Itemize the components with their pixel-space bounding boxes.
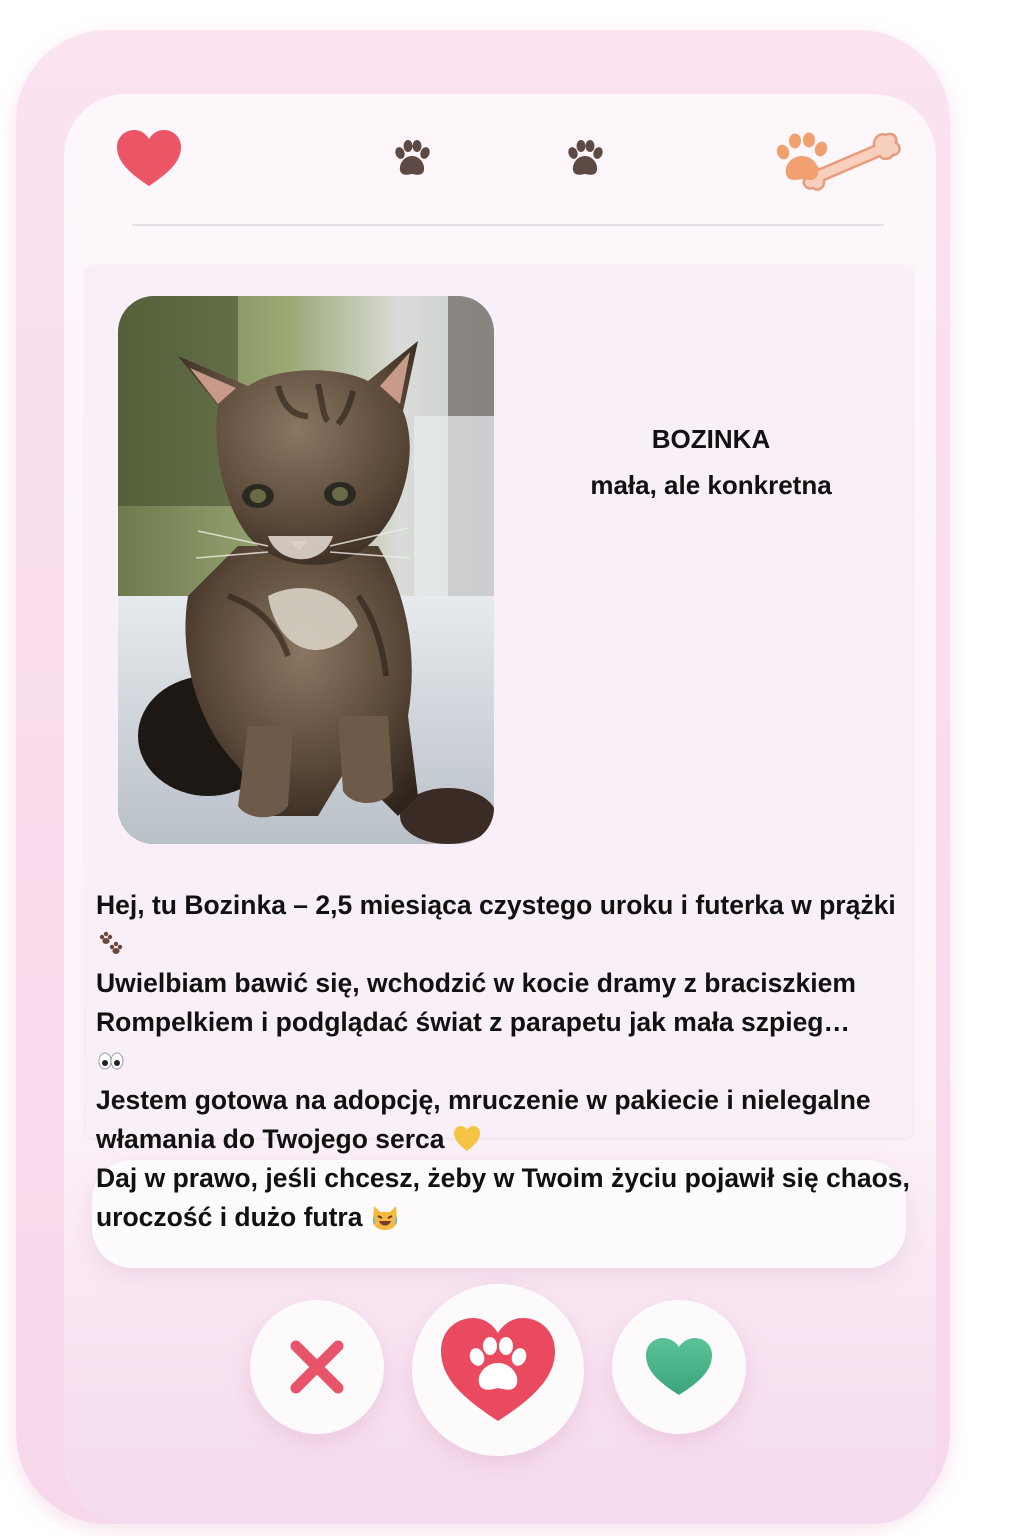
profile-name: BOZINKA bbox=[651, 424, 771, 454]
profile-tagline: mała, ale konkretna bbox=[590, 470, 832, 500]
heart-icon[interactable] bbox=[114, 128, 184, 190]
paw-icon[interactable] bbox=[392, 140, 432, 178]
bio-line: Hej, tu Bozinka – 2,5 miesiąca czystego uroku i futerka w prążki bbox=[96, 886, 926, 964]
eyes-emoji bbox=[96, 1046, 126, 1076]
bio-line: Jestem gotowa na adopcję, mruczenie w pakiecie i nielegalne włamania do Twojego serca bbox=[96, 1085, 871, 1154]
top-navigation bbox=[64, 94, 936, 226]
phone-frame bbox=[16, 30, 950, 1524]
reject-button[interactable] bbox=[250, 1300, 384, 1434]
heart-icon bbox=[643, 1335, 715, 1399]
paw-icon[interactable] bbox=[565, 140, 605, 178]
yellow-heart-emoji bbox=[452, 1124, 482, 1154]
profile-header bbox=[534, 416, 888, 508]
superlike-button[interactable] bbox=[412, 1284, 584, 1456]
header-divider bbox=[132, 224, 884, 226]
tabby-kitten-photo bbox=[118, 296, 494, 844]
like-button[interactable] bbox=[612, 1300, 746, 1434]
close-icon bbox=[288, 1338, 346, 1396]
paw-heart-icon bbox=[437, 1315, 559, 1425]
app-screen bbox=[64, 94, 936, 1524]
paw-prints-emoji bbox=[96, 929, 126, 959]
bio-text bbox=[96, 886, 926, 1237]
bio-line: Uwielbiam bawić się, wchodzić w kocie dramy z braciszkiem Rompelkiem i podglądać świat z parapetu jak mała szpieg… bbox=[96, 964, 926, 1081]
paw-bone-icon[interactable] bbox=[774, 130, 904, 192]
laughing-cat-emoji bbox=[370, 1202, 400, 1232]
bio-line: Daj w prawo, jeśli chcesz, żeby w Twoim życiu pojawił się chaos, uroczość i dużo futra bbox=[96, 1163, 910, 1232]
